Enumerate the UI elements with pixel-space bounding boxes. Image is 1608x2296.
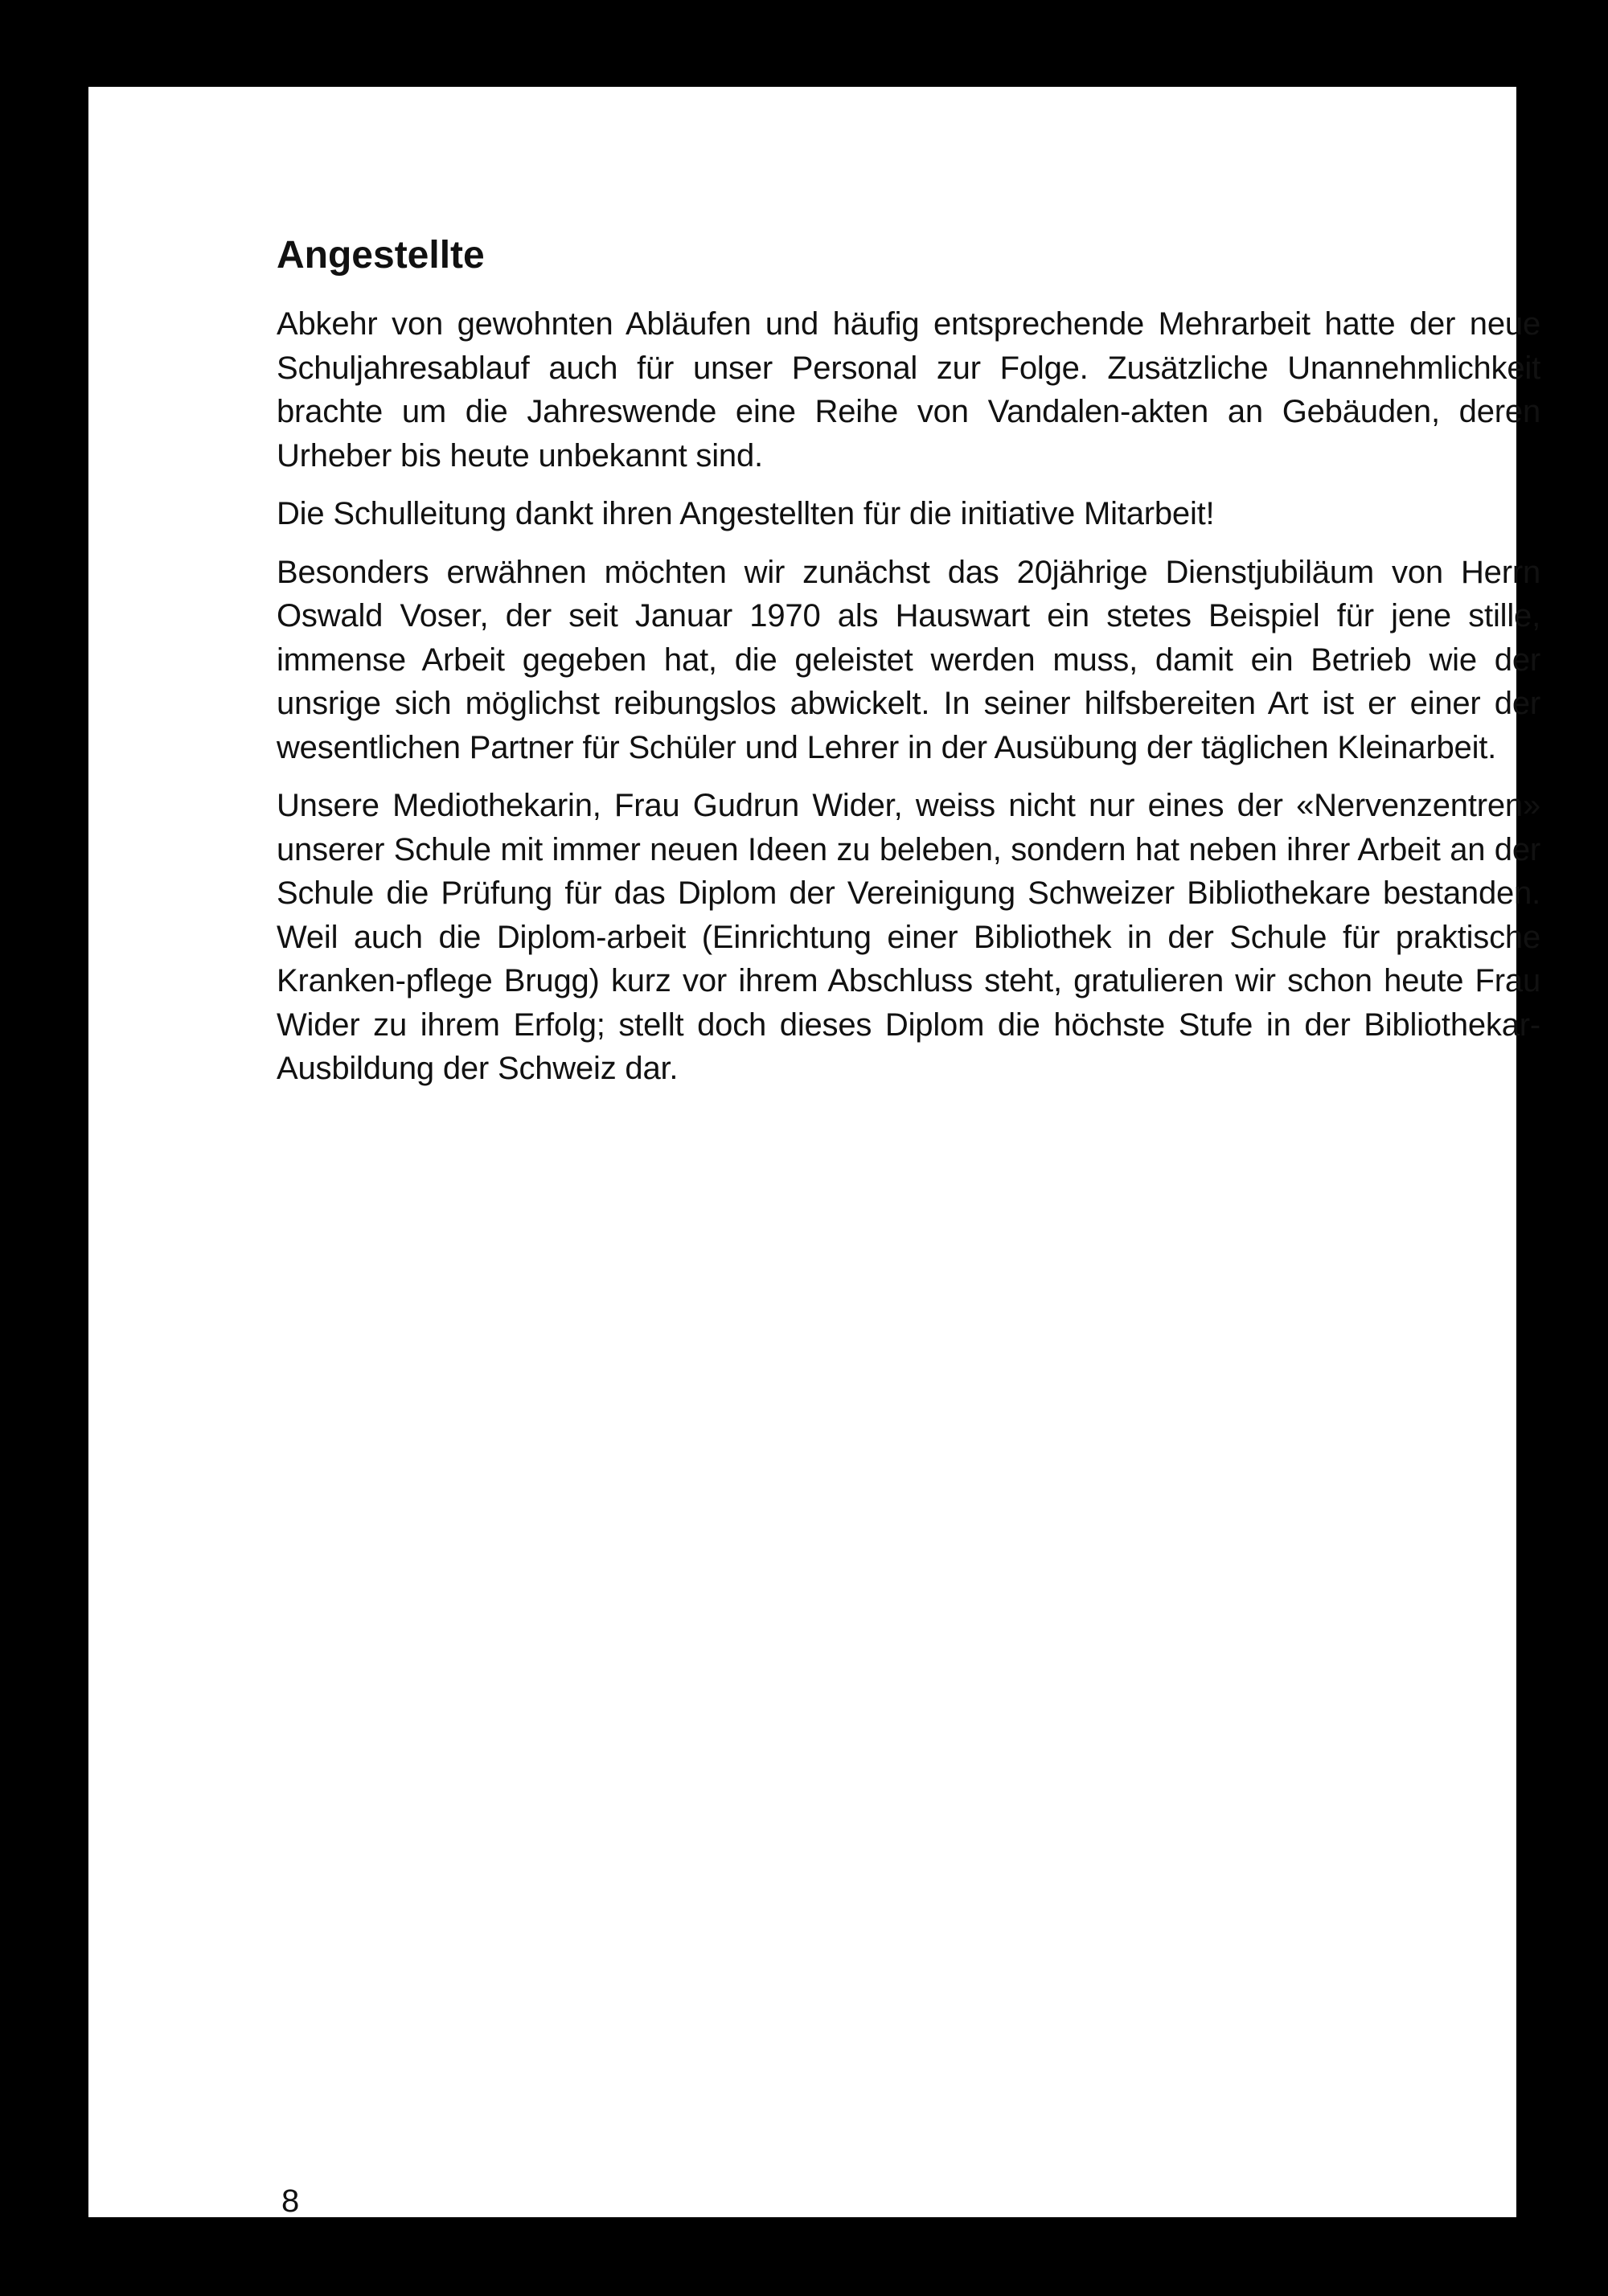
paragraph-3: Besonders erwähnen möchten wir zunächst das 20jährige Dienstjubiläum von Herrn Oswald Voser, der seit Januar 1970 als Hauswart ein stetes Beispiel für jene stille, immense Arbeit gegeben hat, die geleistet werden muss, damit ein Betrieb wie der unsrige sich möglichst reibungslos abwickelt. In seiner hilfsbereiten Art ist er einer der wesentlichen Partner für Schüler und Lehrer in der Ausübung der täglichen Kleinarbeit. [277, 554, 1540, 765]
paragraph-4: Unsere Mediothekarin, Frau Gudrun Wider, weiss nicht nur eines der «Nervenzentren» unserer Schule mit immer neuen Ideen zu beleben, sondern hat neben ihrer Arbeit an der Schule die Prüfung für das Diplom der Vereinigung Schweizer Bibliothekare bestanden. Weil auch die Diplom-arbeit (Einrichtung einer Bibliothek in der Schule für praktische Kranken-pflege Brugg) kurz vor ihrem Abschluss steht, gratulieren wir schon heute Frau Wider zu ihrem Erfolg; stellt doch dieses Diplom die höchste Stufe in der Bibliothekar-Ausbildung der Schweiz dar. [277, 788, 1540, 1086]
section-heading: Angestellte [277, 234, 485, 277]
document-body [277, 230, 1540, 1105]
page-number: 8 [281, 2183, 300, 2219]
document-page [88, 87, 1540, 2219]
paragraph-1: Abkehr von gewohnten Abläufen und häufig entsprechende Mehrarbeit hatte der neue Schuljahresablauf auch für unser Personal zur Folge. Zusätzliche Unannehmlichkeit brachte um die Jahreswende eine Reihe von Vandalen-akten an Gebäuden, deren Urheber bis heute unbekannt sind. [277, 306, 1540, 474]
paragraph-2: Die Schulleitung dankt ihren Angestellten für die initiative Mitarbeit! [277, 496, 1215, 531]
